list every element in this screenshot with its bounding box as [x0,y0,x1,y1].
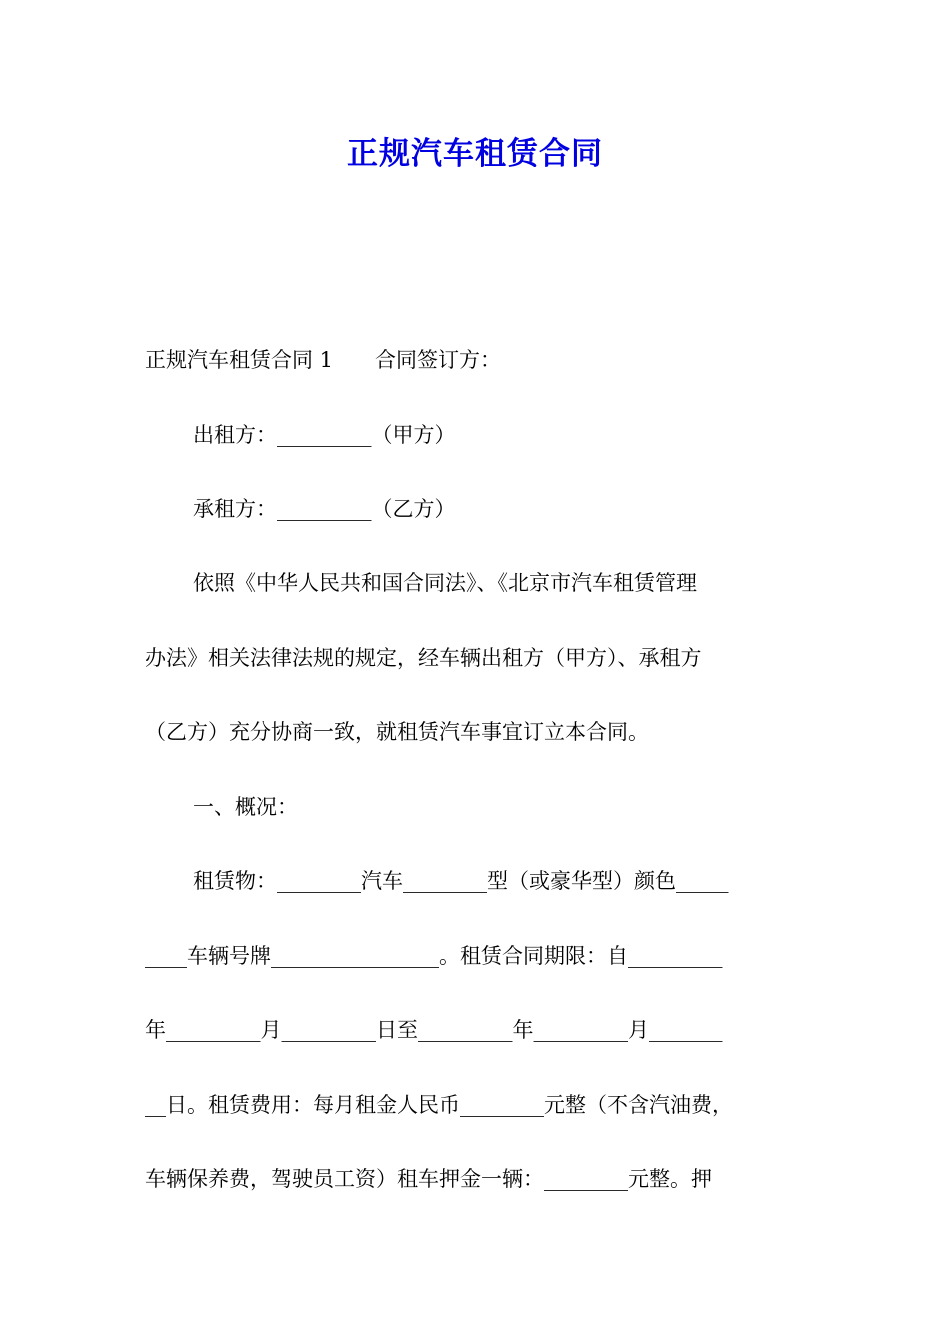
paragraph-line: 车辆保养费，驾驶员工资）租车押金一辆：________元整。押 [145,1167,712,1191]
section-heading: 一、概况： [193,795,298,819]
paragraph-line: 年_________月_________日至_________年_________月_______ [145,1018,723,1042]
paragraph-line: 租赁物：________汽车________型（或豪华型）颜色_____ [193,869,729,893]
document-title: 正规汽车租赁合同 [347,136,603,172]
paragraph-line: 办法》相关法律法规的规定，经车辆出租方（甲方）、承租方 [145,646,702,670]
lessor-line: 出租方：_________（甲方） [193,423,456,447]
paragraph-line: 依照《中华人民共和国合同法》、《北京市汽车租赁管理 [193,571,697,595]
paragraph-line: __日。租赁费用：每月租金人民币________元整（不含汽油费， [145,1093,733,1117]
paragraph-line: ____车辆号牌________________。租赁合同期限：自_________ [145,944,723,968]
paragraph-line: （乙方）充分协商一致，就租赁汽车事宜订立本合同。 [145,720,649,744]
contract-heading-line: 正规汽车租赁合同 1 合同签订方： [145,348,502,372]
lessee-line: 承租方：_________（乙方） [193,497,456,521]
